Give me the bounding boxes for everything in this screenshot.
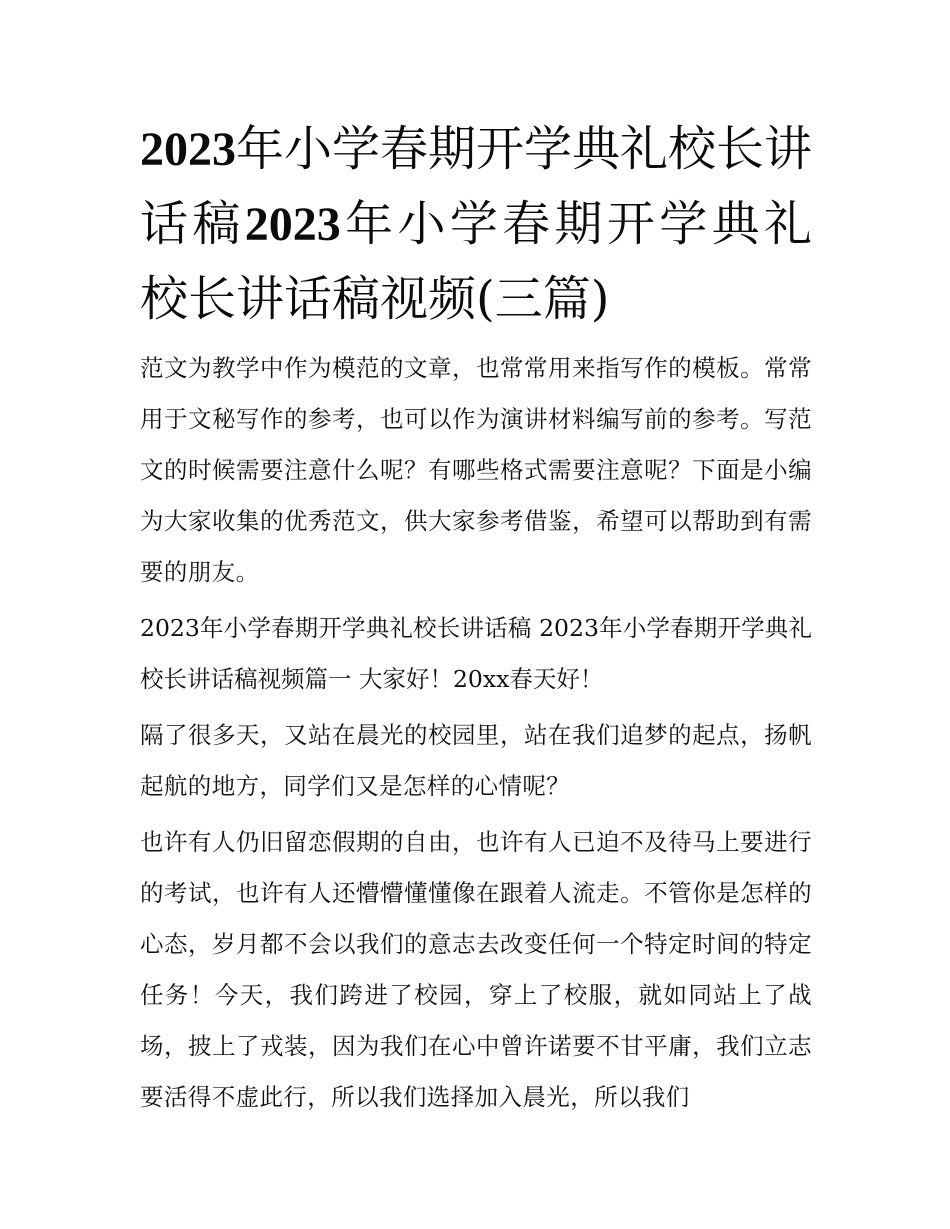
intro-paragraph: 范文为教学中作为模范的文章，也常常用来指写作的模板。常常用于文秘写作的参考，也可以作为演讲材料编写前的参考。写范文的时候需要注意什么呢？有哪些格式需要注意呢？下面是小编为大家收集的优秀范文，供大家参考借鉴，希望可以帮助到有需要的朋友。 [140,354,812,586]
title-text-1: 年小学春期开学典礼校长讲话稿 [140,121,813,252]
section-heading-paragraph: 2023年小学春期开学典礼校长讲话稿 2023年小学春期开学典礼校长讲话稿视频篇一 大家好！20xx春天好！ [140,614,812,693]
document-title [140,112,812,336]
body-paragraph: 也许有人仍旧留恋假期的自由，也许有人已迫不及待马上要进行的考试，也许有人还懵懵懂懂像在跟着人流走。不管你是怎样的心态，岁月都不会以我们的意志去改变任何一个特定时间的特定任务！今天，我们跨进了校园，穿上了校服，就如同站上了战场，披上了戎装，因为我们在心中曾许诺要不甘平庸，我们立志要活得不虚此行，所以我们选择加入晨光，所以我们 [140,828,812,1111]
title-year-1: 2023 [140,123,236,176]
title-text-2: 年小学春期开学典礼校长讲话稿视频(三篇) [140,196,812,327]
body-paragraph: 隔了很多天，又站在晨光的校园里，站在我们追梦的起点，扬帆起航的地方，同学们又是怎样的心情呢？ [140,721,812,800]
document-body [140,112,812,1128]
title-year-2: 2023 [244,198,341,251]
